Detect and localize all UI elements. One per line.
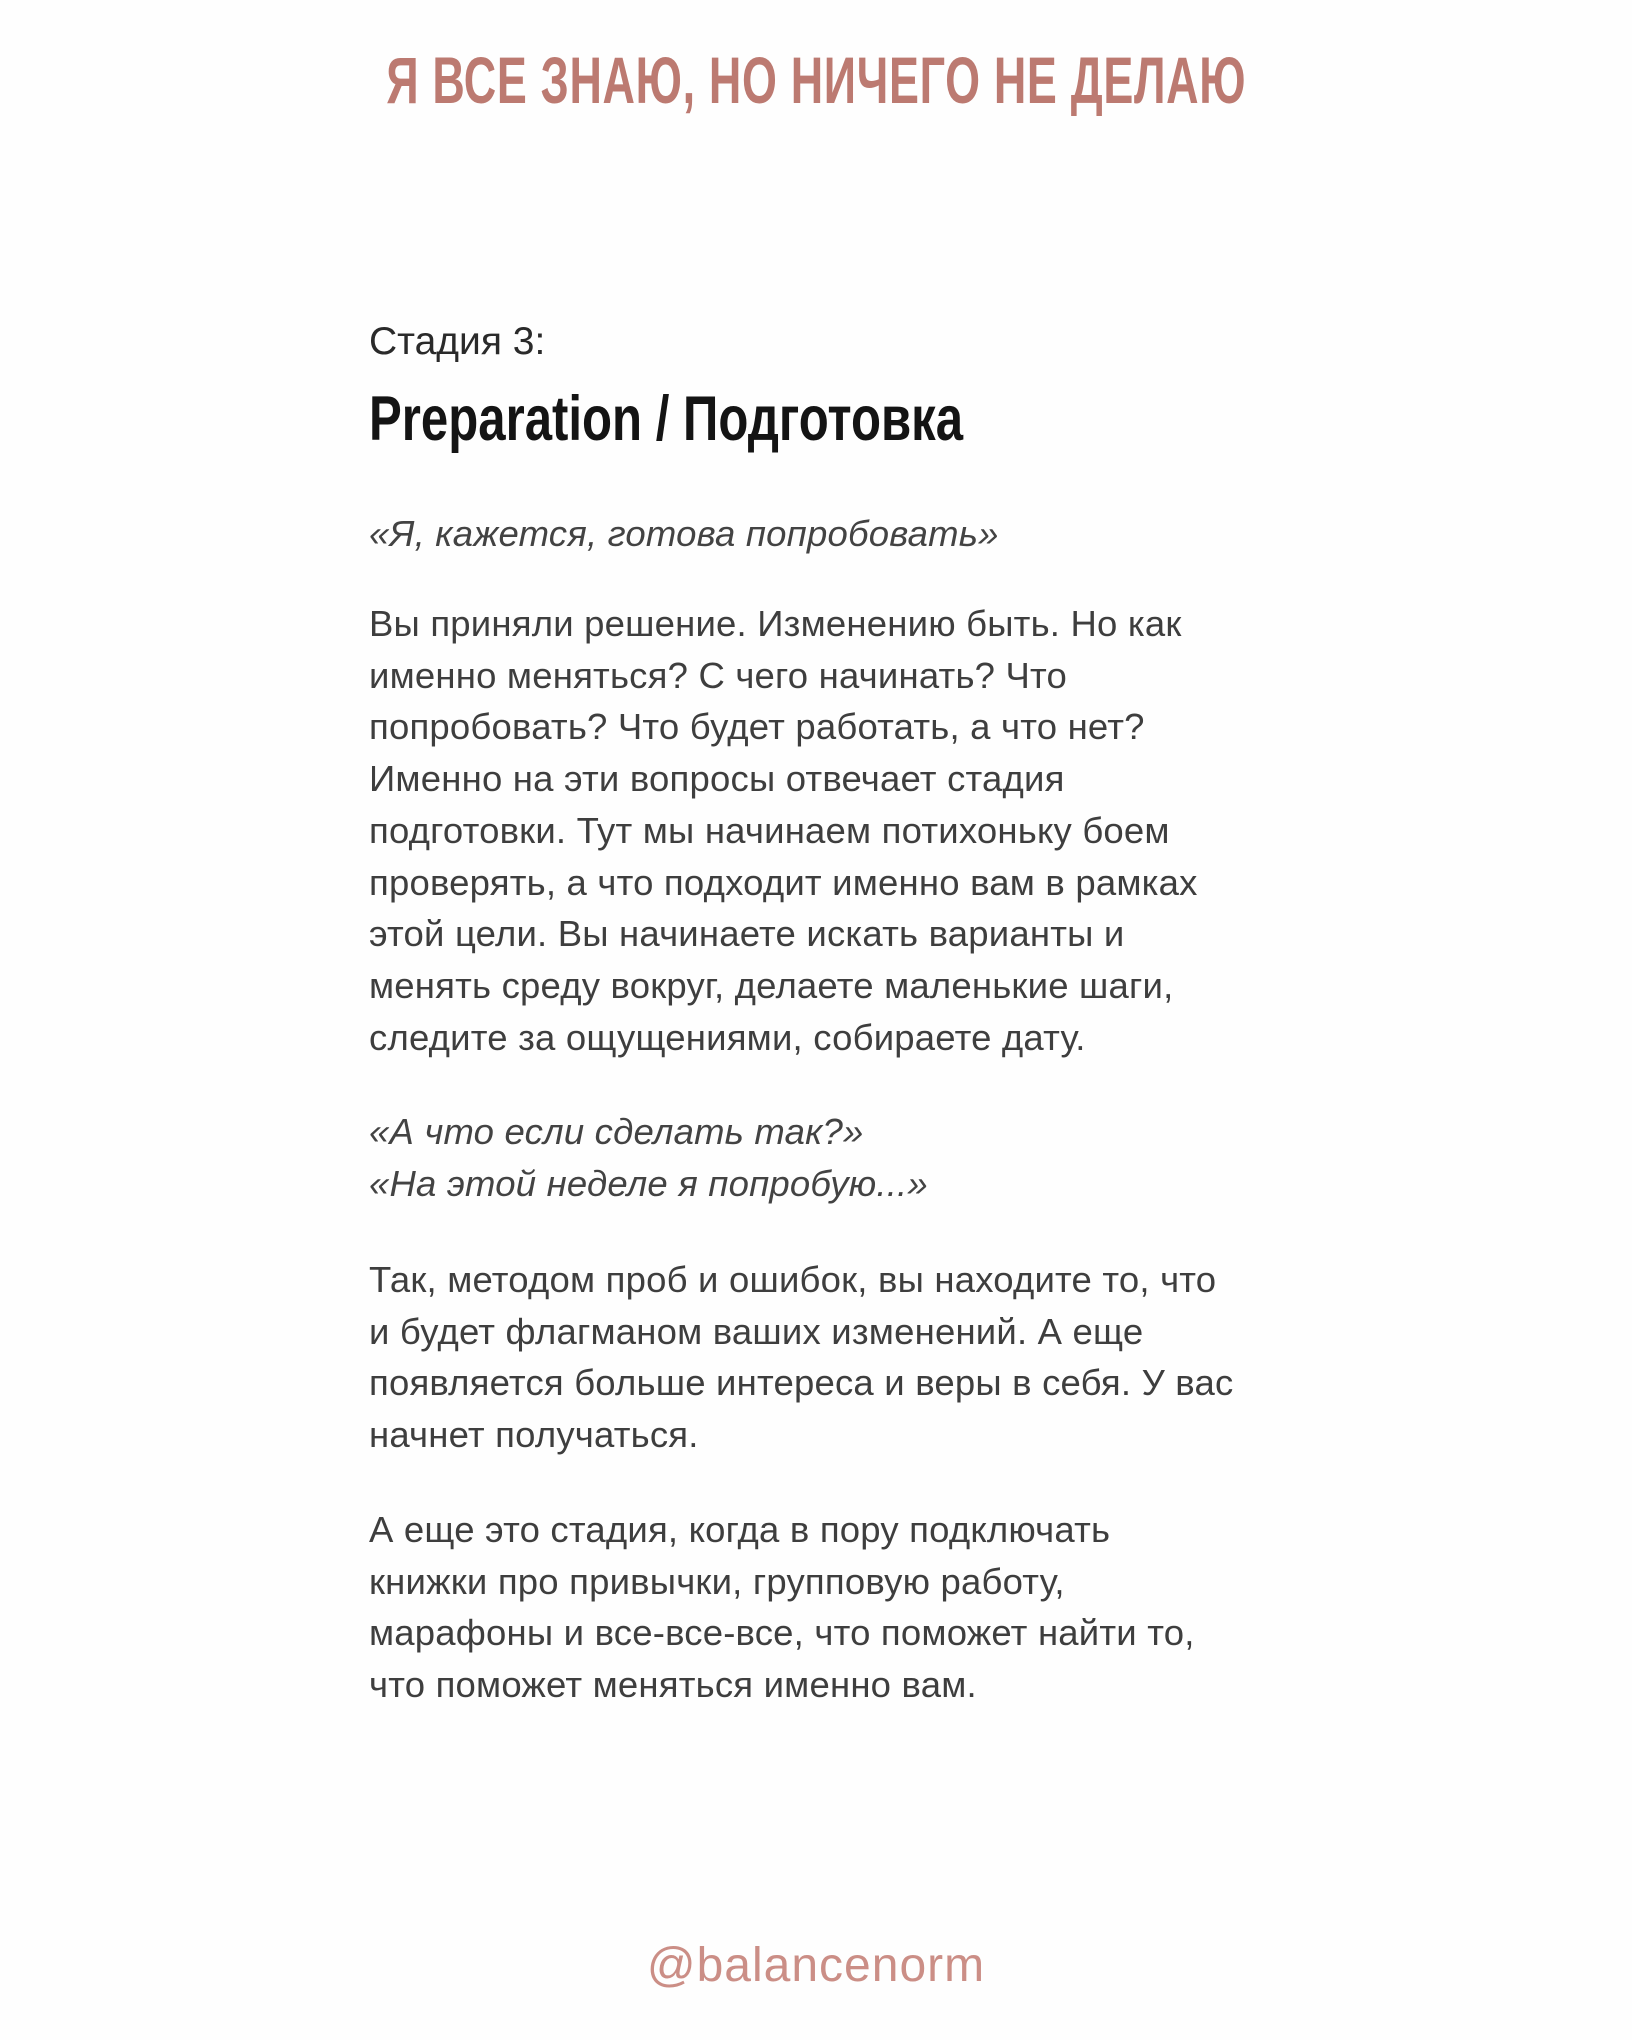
account-handle: @balancenorm <box>646 1939 986 1992</box>
section-title <box>369 383 1131 455</box>
paragraph-2 <box>369 1254 1233 1461</box>
quote-line: «А что если сделать так?» <box>369 1111 864 1152</box>
paragraph-line: появляется больше интереса и веры в себя. У вас <box>369 1362 1234 1404</box>
section-title-text: Preparation / Подготовка <box>369 384 964 454</box>
paragraph-line: проверять, а что подходит именно вам в рамках <box>369 861 1198 903</box>
paragraph-line: А еще это стадия, когда в пору подключать <box>369 1509 1111 1550</box>
paragraph-line: марафоны и все-все-все, что поможет найти то, <box>369 1612 1195 1654</box>
paragraph-line: книжки про привычки, групповую работу, <box>369 1560 1065 1602</box>
quote-line: «На этой неделе я попробую...» <box>369 1162 928 1204</box>
paragraph-1 <box>369 598 1198 1063</box>
banner-title <box>0 42 1632 118</box>
paragraph-line: Вы приняли решение. Изменению быть. Но как <box>369 603 1182 644</box>
stage-label: Стадия 3: <box>369 320 546 363</box>
paragraph-line: начнет получаться. <box>369 1414 699 1456</box>
paragraph-line: и будет флагманом ваших изменений. А еще <box>369 1310 1144 1352</box>
paragraph-line: Так, методом проб и ошибок, вы находите то, что <box>369 1259 1217 1300</box>
paragraph-line: что поможет меняться именно вам. <box>369 1664 977 1706</box>
banner-title-text: Я ВСЕ ЗНАЮ, НО НИЧЕГО НЕ ДЕЛАЮ <box>386 43 1246 117</box>
paragraph-line: Именно на эти вопросы отвечает стадия <box>369 758 1065 800</box>
quote-block-2 <box>369 1106 928 1209</box>
paragraph-line: попробовать? Что будет работать, а что нет? <box>369 706 1145 748</box>
paragraph-3 <box>369 1504 1195 1711</box>
paragraph-line: подготовки. Тут мы начинаем потихоньку боем <box>369 809 1170 851</box>
paragraph-line: следите за ощущениями, собираете дату. <box>369 1016 1086 1058</box>
paragraph-line: этой цели. Вы начинаете искать варианты и <box>369 913 1125 955</box>
quote-line: «Я, кажется, готова попробовать» <box>369 513 999 554</box>
quote-block-1 <box>369 508 999 560</box>
paragraph-line: именно меняться? С чего начинать? Что <box>369 654 1068 696</box>
paragraph-line: менять среду вокруг, делаете маленькие шаги, <box>369 964 1174 1006</box>
